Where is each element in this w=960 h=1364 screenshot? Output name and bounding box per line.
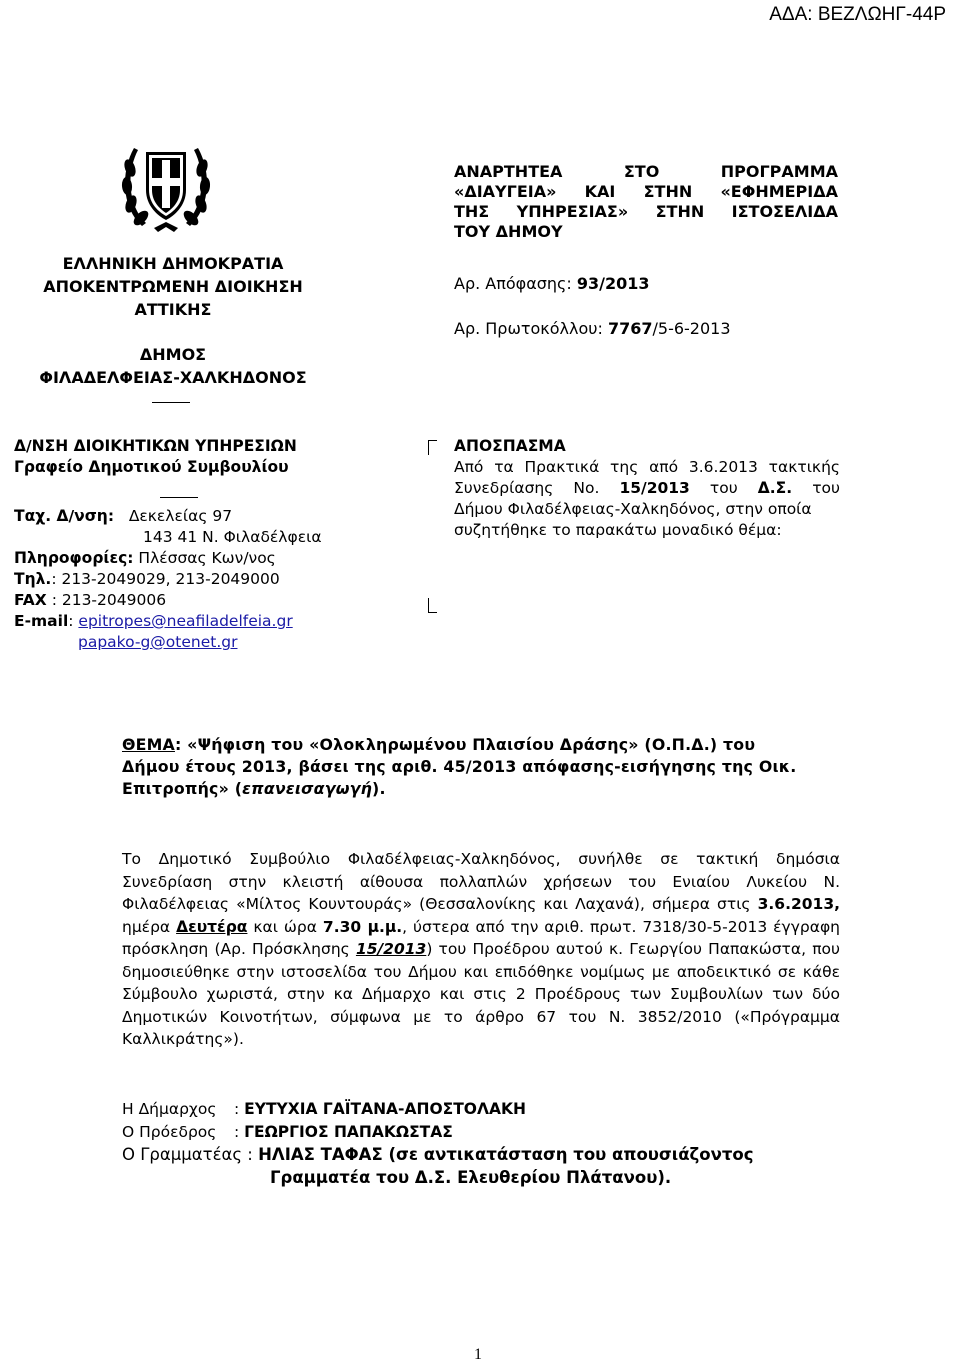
publication-notice: ΑΝΑΡΤΗΤΕΑ ΣΤΟ ΠΡΟΓΡΑΜΜΑ «ΔΙΑΥΓΕΙΑ» ΚΑΙ ΣΤΗΝ «ΕΦΗΜΕΡΙΔΑ ΤΗΣ ΥΠΗΡΕΣΙΑΣ» ΣΤΗΝ ΙΣΤΟΣΕΛΙΔΑ ΤΟΥ ΔΗΜΟΥ (454, 162, 838, 241)
extract-title: ΑΠΟΣΠΑΣΜΑ (454, 437, 566, 455)
fax-row: FAX : 213-2049006 (14, 591, 167, 609)
bracket-bottom (428, 598, 437, 613)
greek-coat-of-arms-icon (112, 128, 220, 238)
email-link-1[interactable]: epitropes@neafiladelfeia.gr (78, 612, 293, 630)
page-number: 1 (474, 1346, 482, 1363)
divider (152, 402, 190, 403)
municipality-label: ΔΗΜΟΣ (139, 345, 207, 364)
header-left (14, 252, 332, 389)
extract-block: ΑΠΟΣΠΑΣΜΑ Από τα Πρακτικά της από 3.6.2013 τακτικής Συνεδρίασης Νο. 15/2013 του Δ.Σ. του Δήμου Φιλαδέλφειας-Χαλκηδόνος, στην οποία συζητήθηκε το παρακάτω μοναδικό θέμα: (454, 437, 840, 539)
region-name: ΑΤΤΙΚΗΣ (134, 300, 212, 319)
tel-row: Τηλ.: 213-2049029, 213-2049000 (14, 570, 280, 588)
president-row: Ο Πρόεδρος : ΓΕΩΡΓΙΟΣ ΠΑΠΑΚΩΣΤΑΣ (122, 1122, 453, 1141)
subject: ΘΕΜΑ: «Ψήφιση του «Ολοκληρωμένου Πλαισίου Δράσης» (Ο.Π.Δ.) του Δήμου έτους 2013, βάσει της αριθ. 45/2013 απόφασης-εισήγησης της Οικ. Επιτροπής» (επανεισαγωγή). (122, 735, 797, 798)
postcode: 143 41 Ν. Φιλαδέλφεια (143, 528, 322, 546)
secretary-row: Ο Γραμματέας : ΗΛΙΑΣ ΤΑΦΑΣ (σε αντικατάσταση του απουσιάζοντος (122, 1145, 754, 1164)
subject-label: ΘΕΜΑ (122, 735, 175, 754)
ada-code: ΑΔΑ: ΒΕΖΛΩΗΓ-44Ρ (769, 4, 946, 25)
office-name: Γραφείο Δημοτικού Συμβουλίου (14, 458, 289, 476)
region-authority: ΑΠΟΚΕΝΤΡΩΜΕΝΗ ΔΙΟΙΚΗΣΗ (43, 277, 303, 296)
officials: Η Δήμαρχος : ΕΥΤΥΧΙΑ ΓΑΪΤΑΝΑ-ΑΠΟΣΤΟΛΑΚΗ Ο Πρόεδρος : ΓΕΩΡΓΙΟΣ ΠΑΠΑΚΩΣΤΑΣ Ο Γραμματέας : ΗΛΙΑΣ ΤΑΦΑΣ (σε αντικατάσταση του απουσιάζοντος Γραμματέα του Δ.Σ. Ελευθερίου Πλάτανου). (122, 1098, 842, 1189)
office-info (14, 436, 344, 478)
department: Δ/ΝΣΗ ΔΙΟΙΚΗΤΙΚΩΝ ΥΠΗΡΕΣΙΩΝ (14, 437, 297, 455)
contact-info (14, 506, 354, 653)
info-row: Πληροφορίες: Πλέσσας Κων/νος (14, 549, 276, 567)
header-right (454, 162, 838, 339)
bracket-top (428, 440, 437, 455)
mayor-row: Η Δήμαρχος : ΕΥΤΥΧΙΑ ΓΑΪΤΑΝΑ-ΑΠΟΣΤΟΛΑΚΗ (122, 1100, 526, 1118)
divider (160, 497, 198, 498)
address-row: Ταχ. Δ/νση: Δεκελείας 97 (14, 507, 233, 525)
country-name: ΕΛΛΗΝΙΚΗ ΔΗΜΟΚΡΑΤΙΑ (62, 254, 284, 273)
email-link-2[interactable]: papako-g@otenet.gr (78, 633, 238, 651)
body-paragraph: Το Δημοτικό Συμβούλιο Φιλαδέλφειας-Χαλκηδόνος, συνήλθε σε τακτική δημόσια Συνεδρίαση στην κλειστή αίθουσα πολλαπλών χρήσεων του Ενιαίου Λυκείου Ν. Φιλαδέλφειας «Μίλτος Κουντουράς» (Θεσσαλονίκης και Λαχανά), σήμερα στις 3.6.2013, ημέρα Δευτέρα και ώρα 7.30 μ.μ., ύστερα από την αριθ. πρωτ. 7318/30-5-2013 έγγραφη πρόσκληση (Αρ. Πρόσκλησης 15/2013) του Προέδρου αυτού κ. Γεωργίου Παπακώστα, που δημοσιεύθηκε στην ιστοσελίδα του Δήμου και επιδόθηκε νομίμως με αποδεικτικό σε κάθε Σύμβουλο χωριστά, στην κα Δήμαρχο και στις 2 Προέδρους των Συμβουλίων των δύο Δημοτικών Κοινοτήτων, σύμφωνα με το άρθρο 67 του Ν. 3852/2010 («Πρόγραμμα Καλλικράτης»). (122, 850, 840, 1048)
protocol-number: Αρ. Πρωτοκόλλου: 7767/5-6-2013 (454, 319, 731, 338)
email-row: E-mail: epitropes@neafiladelfeia.gr (14, 612, 293, 630)
municipality-name: ΦΙΛΑΔΕΛΦΕΙΑΣ-ΧΑΛΚΗΔΟΝΟΣ (39, 368, 307, 387)
decision-number: Αρ. Απόφασης: 93/2013 (454, 274, 650, 293)
